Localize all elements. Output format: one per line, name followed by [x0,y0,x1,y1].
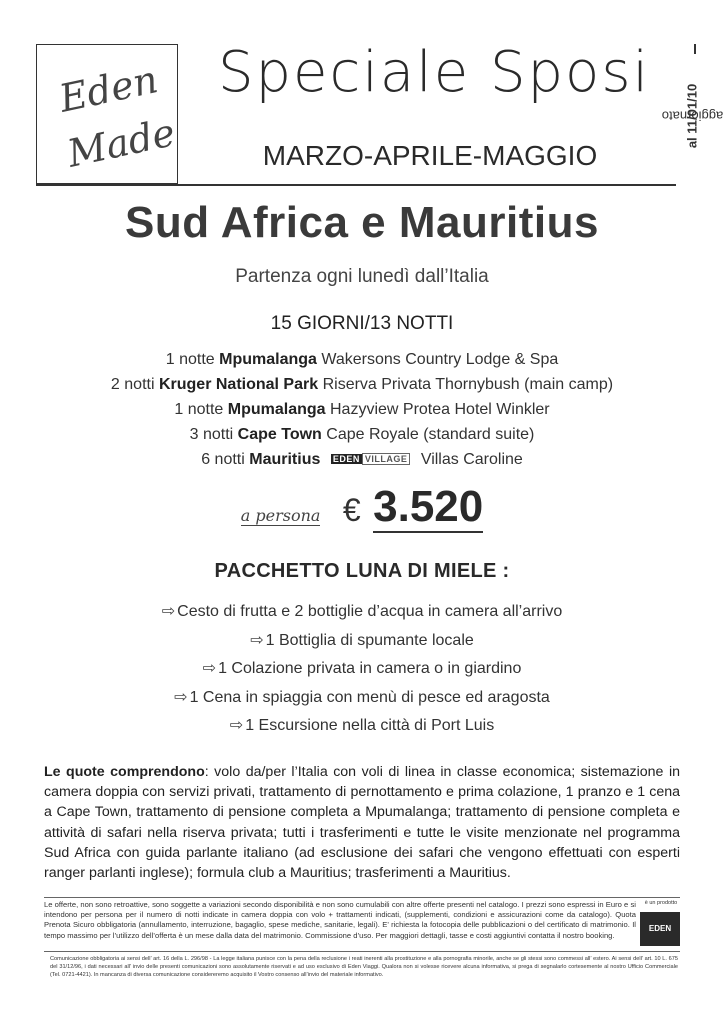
itinerary-hotel: Hazyview Protea Hotel Winkler [330,401,550,418]
itinerary-hotel: Wakersons Country Lodge & Spa [321,351,559,368]
product-label: è un prodotto [644,900,678,906]
package-item-text: Cesto di frutta e 2 bottiglie d’acqua in camera all’arrivo [177,603,563,620]
package-item [0,598,724,627]
arrow-right-icon: ⇨ [161,603,176,620]
package-item-text: 1 Colazione privata in camera o in giardino [218,660,522,677]
trip-duration: 15 GIORNI/13 NOTTI [270,313,454,334]
arrow-right-icon: ⇨ [250,631,264,649]
euro-symbol: € [342,492,361,528]
honeymoon-package-list [0,598,724,741]
package-item-text: 1 Escursione nella città di Port Luis [245,717,495,734]
itinerary-row [0,347,724,372]
arrow-right-icon: ⇨ [229,717,244,734]
offer-disclaimer: Le offerte, non sono retroattive, sono soggette a variazioni secondo disponibilità e non sono cumulabili con altre offerte presenti nel catalogo. I prezzi sono espressi in Euro e si intendono per persona per il numero di notti indicate in camera doppia con volo + trattamenti indicati, (supplementi, condizioni e assicurazioni come da catalogo). Quota Prenota Sicuro obbligatoria (annullamento, interruzione, bagaglio, spese mediche, sanitarie, legali). E’ richiesta la fotocopia delle pubblicazioni o del certificato di matrimonio. Il tempo massimo per l’utilizzo dell’offerta è un mese dalla data del matrimonio. Commissione d’uso. Per maggiori dettagli, tasse e costi aggiuntivi contatta il nostro booking. [44,900,636,940]
legal-notice: Comunicazione obbligatoria ai sensi dell’ art. 16 della L. 296/98 - La legge italiana punisce con la pena della reclusione i reati inerenti alla prostituzione e alla pornografia minorile, anche se gli stessi sono commessi all’ estero. Ai sensi dell’ art. 10 L. 675 del 31/12/96, i dati necessari all’ invio delle presenti comunicazioni sono assolutamente riservati e ad uso esclusivo di Eden Viaggi. Qualora non si volesse ricevere alcuna informativa, si prega di segnalarlo cortesemente al nostro Ufficio Commerciale (Tel. 0721-4421). In mancanza di diversa comunicazione considereremo acquisito il Vostro consenso all’invio del materiale informativo. [50,956,678,978]
itinerary-nights: 1 notte [165,351,215,368]
page-title: Speciale Sposi [217,40,651,105]
itinerary-nights: 2 notti [110,376,155,393]
eden-village-logo [329,447,413,472]
updated-note [661,40,723,192]
itinerary-place: Mpumalanga [219,351,317,368]
itinerary-place: Kruger National Park [158,376,319,393]
itinerary-list [0,347,724,472]
eden-village-logo-part2: VILLAGE [362,453,411,465]
includes-label: Le quote comprendono [44,764,205,780]
arrow-right-icon: ⇨ [174,688,188,706]
footer-divider [44,897,680,898]
itinerary-place: Mpumalanga [227,401,326,418]
honeymoon-package-title: PACCHETTO LUNA DI MIELE : [214,560,510,582]
package-item-text: 1 Cena in spiaggia con menù di pesce ed aragosta [189,688,550,706]
itinerary-place: Cape Town [237,426,322,443]
itinerary-hotel: Villas Caroline [420,451,523,468]
logo-line-made: Made [63,110,179,176]
updated-date: al 11/01/10 [684,83,700,149]
itinerary-row [0,447,724,472]
eden-made-logo [36,44,178,184]
itinerary-row [0,397,724,422]
itinerary-hotel: Riserva Privata Thornybush (main camp) [322,376,614,393]
footer-divider-2 [44,951,680,952]
period-heading: MARZO-APRILE-MAGGIO [262,140,598,171]
destination-title: Sud Africa e Mauritius [125,198,599,247]
package-item [0,655,724,684]
itinerary-row [0,422,724,447]
includes-text: : volo da/per l’Italia con voli di linea in classe economica; sistemazione in camera doppia con servizi privati, trattamento di pernottamento e prima colazione, 1 pranzo e 1 cena a Cape Town, trattamento di pensione completa a Mpumalanga; trattamento di pensione completa e attività di safari nella riserva privata; tutti i trasferimenti e tutte le visite menzionate nel programma Sud Africa con guida parlante italiano (ad esclusione dei safari che vengono effettuati con esperti ranger parlanti inglese); formula club a Mauritius; trasferimenti a Mauritius. [44,764,680,882]
eden-village-logo-part1: EDEN [332,454,360,465]
package-item [0,684,724,713]
itinerary-nights: 6 notti [201,451,245,468]
header-divider [36,184,676,186]
itinerary-nights: 3 notti [189,426,234,443]
itinerary-nights: 1 notte [174,401,224,418]
updated-prefix: aggiornato [661,108,723,124]
itinerary-row [0,372,724,397]
itinerary-place: Mauritius [249,451,321,468]
package-item-text: 1 Bottiglia di spumante locale [265,631,474,649]
price-block [0,482,724,532]
arrow-right-icon: ⇨ [202,660,217,677]
itinerary-hotel: Cape Royale (standard suite) [326,426,535,443]
package-item [0,712,724,741]
price-amount: 3.520 [373,482,484,531]
package-item [0,627,724,656]
per-person-label: a persona [240,506,321,525]
eden-product-logo: EDEN [640,912,680,946]
departure-info: Partenza ogni lunedì dall’Italia [235,266,489,287]
logo-line-eden: Eden [55,57,162,121]
price-includes [44,762,680,883]
